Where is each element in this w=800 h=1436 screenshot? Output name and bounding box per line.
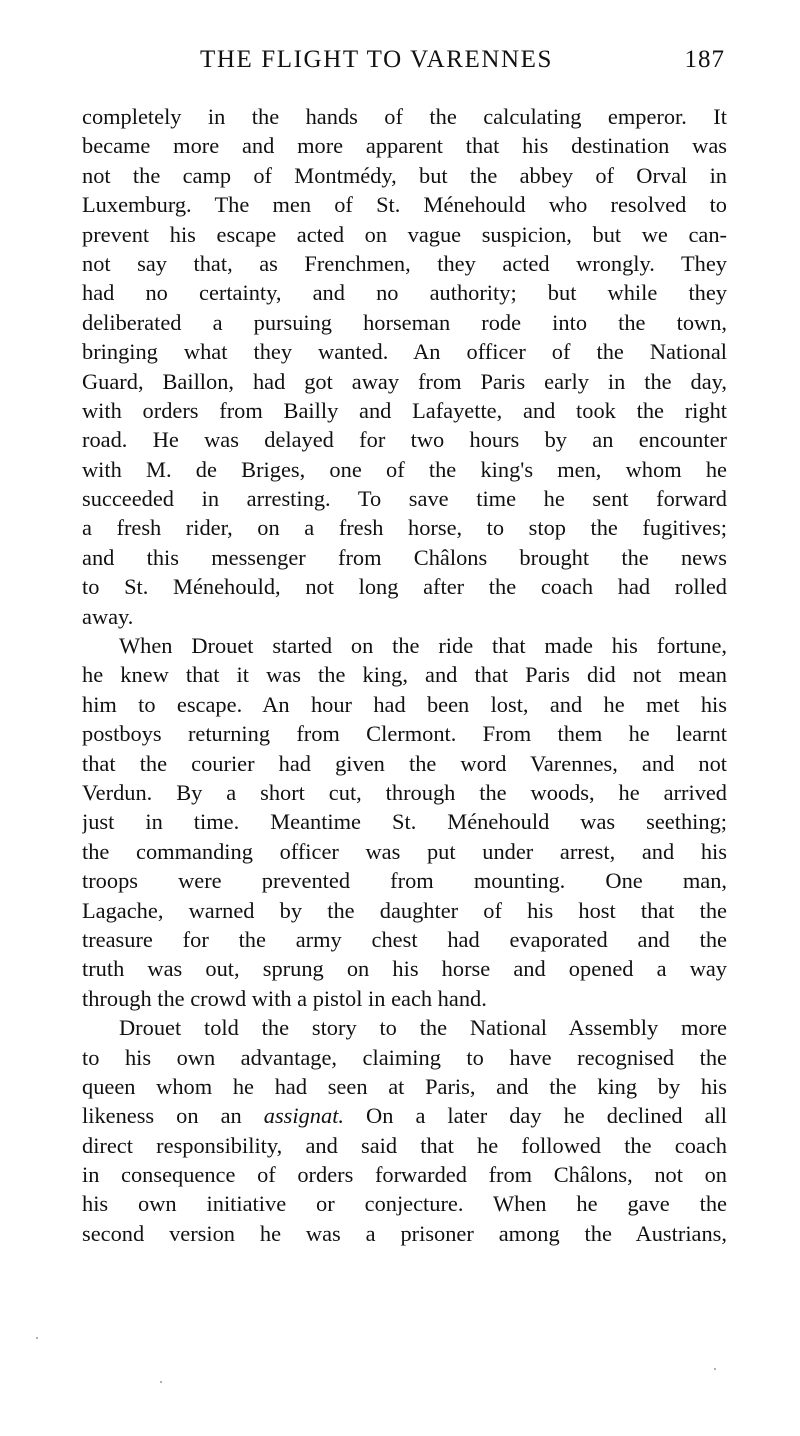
text-line: had no certainty, and no authority; but while they (82, 280, 727, 306)
text-line: road. He was delayed for two hours by an encounter (82, 427, 727, 453)
text-line: through the crowd with a pistol in each hand. (82, 985, 487, 1011)
text-line: a fresh rider, on a fresh horse, to stop the fugitives; (82, 515, 727, 541)
text-line: bringing what they wanted. An officer of the National (82, 339, 727, 365)
text-line: truth was out, sprung on his horse and opened a way (82, 956, 727, 982)
text-line: with M. de Briges, one of the king's men, whom he (82, 456, 727, 482)
scan-speck (36, 1337, 38, 1339)
text-line: just in time. Meantime St. Ménehould was seething; (82, 809, 727, 835)
scan-speck (160, 1381, 162, 1383)
text-line: completely in the hands of the calculating emperor. It (82, 104, 727, 129)
text-line: second version he was a prisoner among the Austrians, (82, 1220, 727, 1246)
text-line: his own initiative or conjecture. When he gave the (82, 1191, 727, 1217)
text-line: and this messenger from Châlons brought the news (82, 544, 727, 570)
page-number: 187 (684, 46, 725, 73)
paragraph-first-line: When Drouet started on the ride that made his fortune, (119, 633, 727, 659)
text-line: succeeded in arresting. To save time he sent forward (82, 486, 727, 512)
text-line: to his own advantage, claiming to have recognised the (82, 1044, 727, 1070)
paragraph-first-line: Drouet told the story to the National Assembly more (119, 1015, 727, 1041)
text-line: prevent his escape acted on vague suspicion, but we can- (82, 221, 727, 247)
text-line: he knew that it was the king, and that Paris did not mean (82, 662, 727, 688)
running-title: THE FLIGHT TO VARENNES (200, 46, 554, 73)
text-segment: likeness on an (82, 1103, 264, 1129)
text-line: postboys returning from Clermont. From them he learnt (82, 721, 727, 747)
text-line: the commanding officer was put under arrest, and his (82, 838, 727, 864)
text-line: Verdun. By a short cut, through the woods, he arrived (82, 779, 727, 805)
text-line: to St. Ménehould, not long after the coach had rolled (82, 574, 727, 600)
text-line: Lagache, warned by the daughter of his host that the (82, 897, 727, 923)
text-line: him to escape. An hour had been lost, and he met his (82, 691, 727, 717)
text-line: deliberated a pursuing horseman rode into the town, (82, 309, 727, 335)
running-head (82, 46, 727, 82)
text-line: Guard, Baillon, had got away from Paris early in the day, (82, 368, 727, 394)
text-segment: On a later day he declined all (344, 1103, 727, 1129)
text-line: not say that, as Frenchmen, they acted wrongly. They (82, 250, 727, 276)
text-line: not the camp of Montmédy, but the abbey of Orval in (82, 162, 727, 188)
text-line: with orders from Bailly and Lafayette, and took the right (82, 397, 727, 423)
text-line: in consequence of orders forwarded from Châlons, not on (82, 1162, 727, 1188)
scan-speck (714, 1368, 716, 1370)
body-text (82, 102, 727, 1248)
text-line: troops were prevented from mounting. One man, (82, 868, 727, 894)
text-line: that the courier had given the word Varennes, and not (82, 750, 727, 776)
text-line: direct responsibility, and said that he followed the coach (82, 1132, 727, 1158)
text-line: away. (82, 603, 134, 629)
text-line: queen whom he had seen at Paris, and the king by his (82, 1073, 727, 1099)
italic-word: assignat. (263, 1103, 345, 1129)
text-line: became more and more apparent that his destination was (82, 133, 727, 159)
text-line-with-italic (82, 1101, 727, 1130)
text-line: treasure for the army chest had evaporated and the (82, 926, 727, 952)
text-line: Luxemburg. The men of St. Ménehould who resolved to (82, 192, 727, 218)
